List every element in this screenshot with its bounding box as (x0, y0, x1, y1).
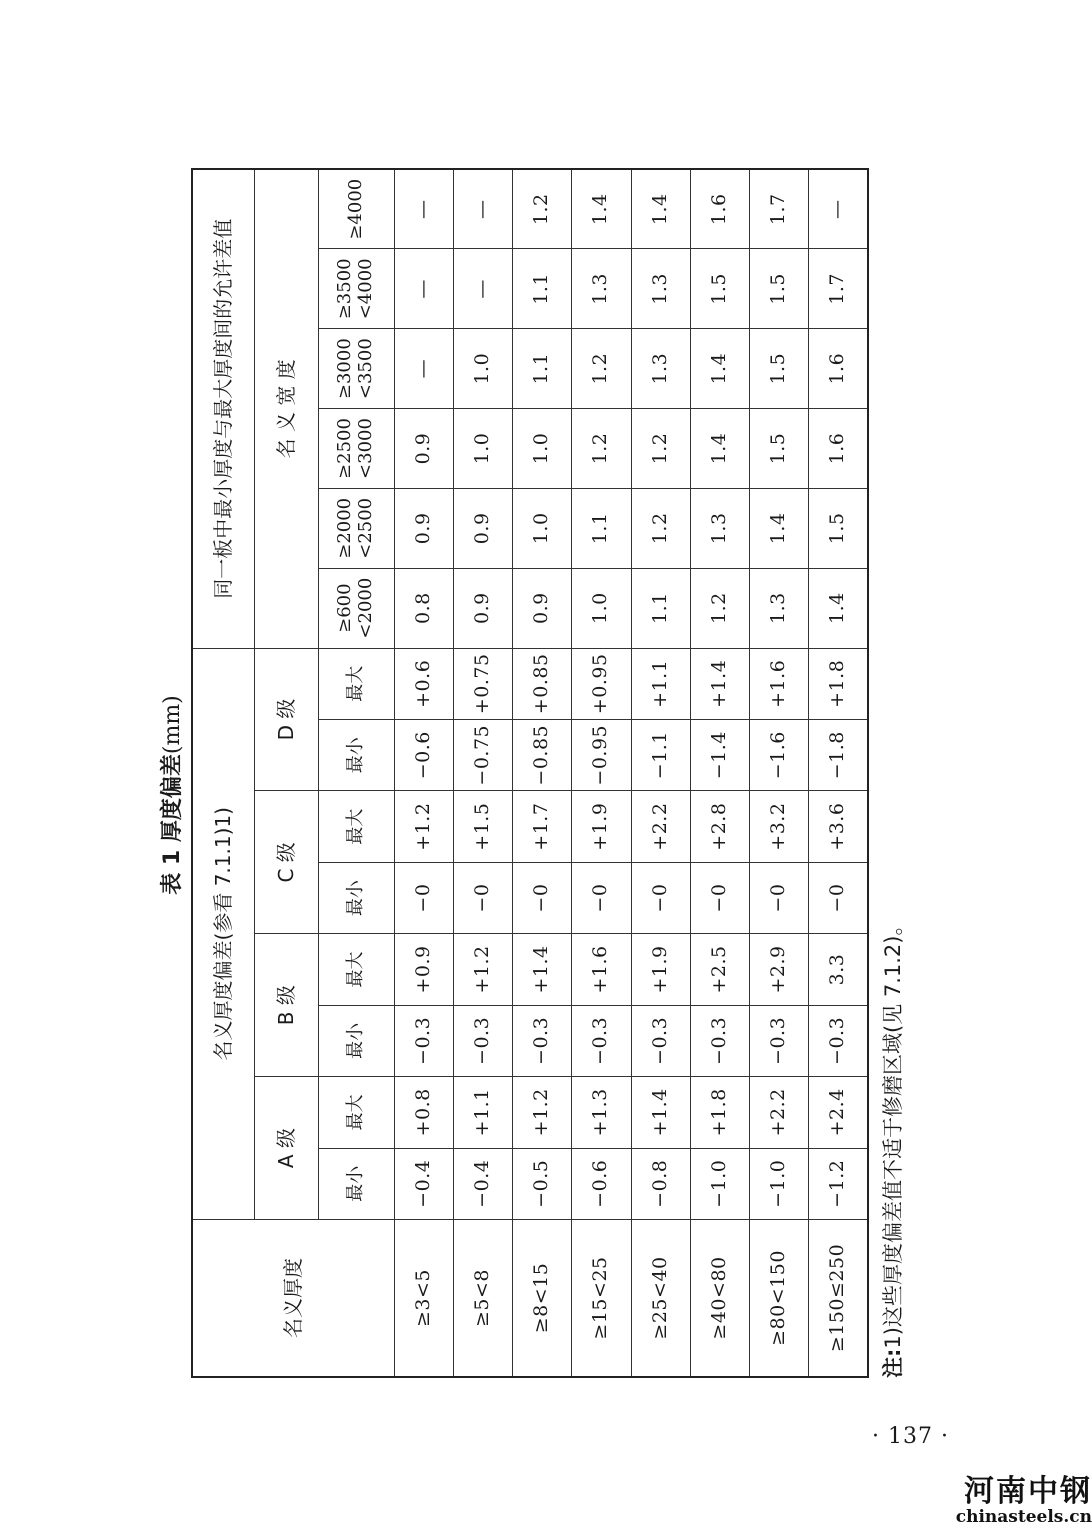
flatness-cell: 1.6 (809, 409, 868, 489)
row-thickness: ≥8<15 (513, 1219, 572, 1377)
tolerance-cell: −0.6 (572, 1148, 631, 1219)
tolerance-cell: +2.8 (690, 791, 749, 862)
flatness-cell: 1.1 (513, 329, 572, 409)
row-thickness: ≥3<5 (394, 1219, 453, 1377)
flatness-cell: — (394, 249, 453, 329)
tolerance-cell: −0.4 (394, 1148, 453, 1219)
tolerance-cell: +1.2 (394, 791, 453, 862)
table-row (750, 169, 809, 1377)
header-width-range: ≥3500 <4000 (318, 249, 394, 329)
watermark-logo (944, 1476, 1092, 1526)
tolerance-cell: +2.2 (750, 1077, 809, 1148)
header-max: 最大 (318, 934, 394, 1005)
rotated-page-content (155, 160, 935, 1400)
flatness-cell: 1.7 (750, 169, 809, 249)
table-body (394, 169, 868, 1377)
tolerance-cell: −0 (513, 862, 572, 933)
tolerance-cell: −0 (750, 862, 809, 933)
tolerance-cell: +1.8 (690, 1077, 749, 1148)
flatness-cell: 0.9 (453, 488, 512, 568)
row-thickness: ≥15<25 (572, 1219, 631, 1377)
row-thickness: ≥5<8 (453, 1219, 512, 1377)
tolerance-cell: −0.3 (631, 1005, 690, 1076)
header-flatness-group: 同一板中最小厚度与最大厚度间的允许差值 (192, 169, 254, 648)
header-grade-d: D 级 (254, 648, 318, 791)
flatness-cell: 1.3 (631, 249, 690, 329)
flatness-cell: 1.2 (572, 409, 631, 489)
flatness-cell: 1.1 (513, 249, 572, 329)
tolerance-cell: +2.9 (750, 934, 809, 1005)
tolerance-cell: −0 (631, 862, 690, 933)
tolerance-cell: −0.3 (513, 1005, 572, 1076)
tolerance-cell: +2.2 (631, 791, 690, 862)
flatness-cell: — (394, 169, 453, 249)
tolerance-cell: +0.75 (453, 648, 512, 719)
tolerance-cell: +0.8 (394, 1077, 453, 1148)
flatness-cell: — (453, 169, 512, 249)
tolerance-cell: +1.4 (631, 1077, 690, 1148)
tolerance-cell: −0 (809, 862, 868, 933)
flatness-cell: 1.0 (513, 409, 572, 489)
flatness-cell: 1.1 (631, 568, 690, 648)
flatness-cell: 0.9 (394, 488, 453, 568)
flatness-cell: 0.9 (453, 568, 512, 648)
tolerance-cell: +1.7 (513, 791, 572, 862)
flatness-cell: 1.7 (809, 249, 868, 329)
table-row (394, 169, 453, 1377)
tolerance-cell: +2.4 (809, 1077, 868, 1148)
header-width-range: ≥2500 <3000 (318, 409, 394, 489)
tolerance-cell: +1.9 (572, 791, 631, 862)
tolerance-cell: −1.0 (750, 1148, 809, 1219)
tolerance-cell: +1.4 (513, 934, 572, 1005)
flatness-cell: 1.4 (690, 409, 749, 489)
table-caption (155, 190, 191, 1400)
flatness-cell: 0.8 (394, 568, 453, 648)
flatness-cell: 1.2 (631, 409, 690, 489)
tolerance-cell: −0.5 (513, 1148, 572, 1219)
caption-unit: (mm) (160, 695, 185, 755)
header-min: 最小 (318, 720, 394, 791)
tolerance-cell: −0.6 (394, 720, 453, 791)
header-grade-b: B 级 (254, 934, 318, 1077)
tolerance-cell: +1.3 (572, 1077, 631, 1148)
tolerance-cell: +1.2 (453, 934, 512, 1005)
caption-title: 表 1 厚度偏差 (160, 754, 185, 895)
flatness-cell: — (809, 169, 868, 249)
tolerance-cell: −0.95 (572, 720, 631, 791)
flatness-cell: 1.0 (453, 329, 512, 409)
page-number: · 137 · (872, 1424, 949, 1449)
tolerance-cell: −1.8 (809, 720, 868, 791)
tolerance-cell: +1.6 (750, 648, 809, 719)
header-nominal-thickness: 名义厚度 (192, 1219, 394, 1377)
table-row (513, 169, 572, 1377)
tolerance-cell: −0.3 (394, 1005, 453, 1076)
flatness-cell: 1.5 (809, 488, 868, 568)
header-max: 最大 (318, 791, 394, 862)
tolerance-cell: −0.3 (750, 1005, 809, 1076)
row-thickness: ≥40<80 (690, 1219, 749, 1377)
row-thickness: ≥80<150 (750, 1219, 809, 1377)
tolerance-cell: −0 (572, 862, 631, 933)
tolerance-cell: −0.3 (809, 1005, 868, 1076)
tolerance-cell: +1.6 (572, 934, 631, 1005)
row-thickness: ≥150≤250 (809, 1219, 868, 1377)
tolerance-cell: −0 (690, 862, 749, 933)
flatness-cell: 1.2 (690, 568, 749, 648)
header-subrow (318, 169, 394, 1377)
flatness-cell: 1.0 (453, 409, 512, 489)
watermark-cn: 河南中钢 (964, 1474, 1092, 1509)
tolerance-cell: +1.5 (453, 791, 512, 862)
tolerance-cell: −0.8 (631, 1148, 690, 1219)
tolerance-cell: −0.85 (513, 720, 572, 791)
flatness-cell: 1.3 (690, 488, 749, 568)
flatness-cell: — (453, 249, 512, 329)
tolerance-cell: −1.0 (690, 1148, 749, 1219)
header-width-range: ≥2000 <2500 (318, 488, 394, 568)
header-grade-c: C 级 (254, 791, 318, 934)
tolerance-cell: 3.3 (809, 934, 868, 1005)
thickness-tolerance-table (191, 168, 869, 1378)
flatness-cell: 1.5 (750, 409, 809, 489)
flatness-cell: — (394, 329, 453, 409)
watermark-en: chinasteels.cn (955, 1507, 1092, 1527)
header-tolerance-group: 名义厚度偏差(参看 7.1.1)1) (192, 648, 254, 1219)
flatness-cell: 1.5 (750, 249, 809, 329)
tolerance-cell: −1.2 (809, 1148, 868, 1219)
footnote (877, 915, 907, 1378)
footnote-label: 注: (881, 1348, 905, 1378)
flatness-cell: 1.4 (750, 488, 809, 568)
tolerance-cell: +0.9 (394, 934, 453, 1005)
tolerance-cell: −0.3 (572, 1005, 631, 1076)
flatness-cell: 1.3 (572, 249, 631, 329)
tolerance-cell: +1.4 (690, 648, 749, 719)
tolerance-cell: +3.6 (809, 791, 868, 862)
tolerance-cell: +1.1 (631, 648, 690, 719)
header-min: 最小 (318, 862, 394, 933)
row-thickness: ≥25<40 (631, 1219, 690, 1377)
flatness-cell: 1.0 (572, 568, 631, 648)
header-width-range: ≥3000 <3500 (318, 329, 394, 409)
flatness-cell: 1.5 (690, 249, 749, 329)
tolerance-cell: +0.95 (572, 648, 631, 719)
flatness-cell: 1.3 (750, 568, 809, 648)
flatness-cell: 1.4 (631, 169, 690, 249)
header-width-range: ≥600 <2000 (318, 568, 394, 648)
tolerance-cell: +0.85 (513, 648, 572, 719)
tolerance-cell: −0 (394, 862, 453, 933)
flatness-cell: 1.6 (809, 329, 868, 409)
table-row (809, 169, 868, 1377)
footnote-text: 1)这些厚度偏差值不适于修磨区域(见 7.1.2)。 (881, 914, 905, 1349)
tolerance-cell: +1.9 (631, 934, 690, 1005)
tolerance-cell: −1.1 (631, 720, 690, 791)
tolerance-cell: −0 (453, 862, 512, 933)
flatness-cell: 1.6 (690, 169, 749, 249)
header-max: 最大 (318, 1077, 394, 1148)
tolerance-cell: −0.75 (453, 720, 512, 791)
header-min: 最小 (318, 1148, 394, 1219)
table-row (631, 169, 690, 1377)
tolerance-cell: +2.5 (690, 934, 749, 1005)
table-row (572, 169, 631, 1377)
header-grade-a: A 级 (254, 1077, 318, 1220)
tolerance-cell: −0.3 (690, 1005, 749, 1076)
tolerance-cell: +1.8 (809, 648, 868, 719)
tolerance-cell: +1.1 (453, 1077, 512, 1148)
flatness-cell: 1.3 (631, 329, 690, 409)
tolerance-cell: +1.2 (513, 1077, 572, 1148)
flatness-cell: 1.2 (513, 169, 572, 249)
flatness-cell: 0.9 (513, 568, 572, 648)
flatness-cell: 1.4 (809, 568, 868, 648)
header-min: 最小 (318, 1005, 394, 1076)
header-max: 最大 (318, 648, 394, 719)
flatness-cell: 1.1 (572, 488, 631, 568)
tolerance-cell: +3.2 (750, 791, 809, 862)
header-width-group: 名 义 宽 度 (254, 169, 318, 648)
tolerance-cell: −1.6 (750, 720, 809, 791)
tolerance-cell: −0.4 (453, 1148, 512, 1219)
flatness-cell: 1.2 (572, 329, 631, 409)
tolerance-cell: −1.4 (690, 720, 749, 791)
flatness-cell: 0.9 (394, 409, 453, 489)
header-width-range: ≥4000 (318, 169, 394, 249)
tolerance-cell: +0.6 (394, 648, 453, 719)
flatness-cell: 1.0 (513, 488, 572, 568)
table-row (453, 169, 512, 1377)
flatness-cell: 1.2 (631, 488, 690, 568)
flatness-cell: 1.4 (690, 329, 749, 409)
flatness-cell: 1.5 (750, 329, 809, 409)
flatness-cell: 1.4 (572, 169, 631, 249)
tolerance-cell: −0.3 (453, 1005, 512, 1076)
table-row (690, 169, 749, 1377)
